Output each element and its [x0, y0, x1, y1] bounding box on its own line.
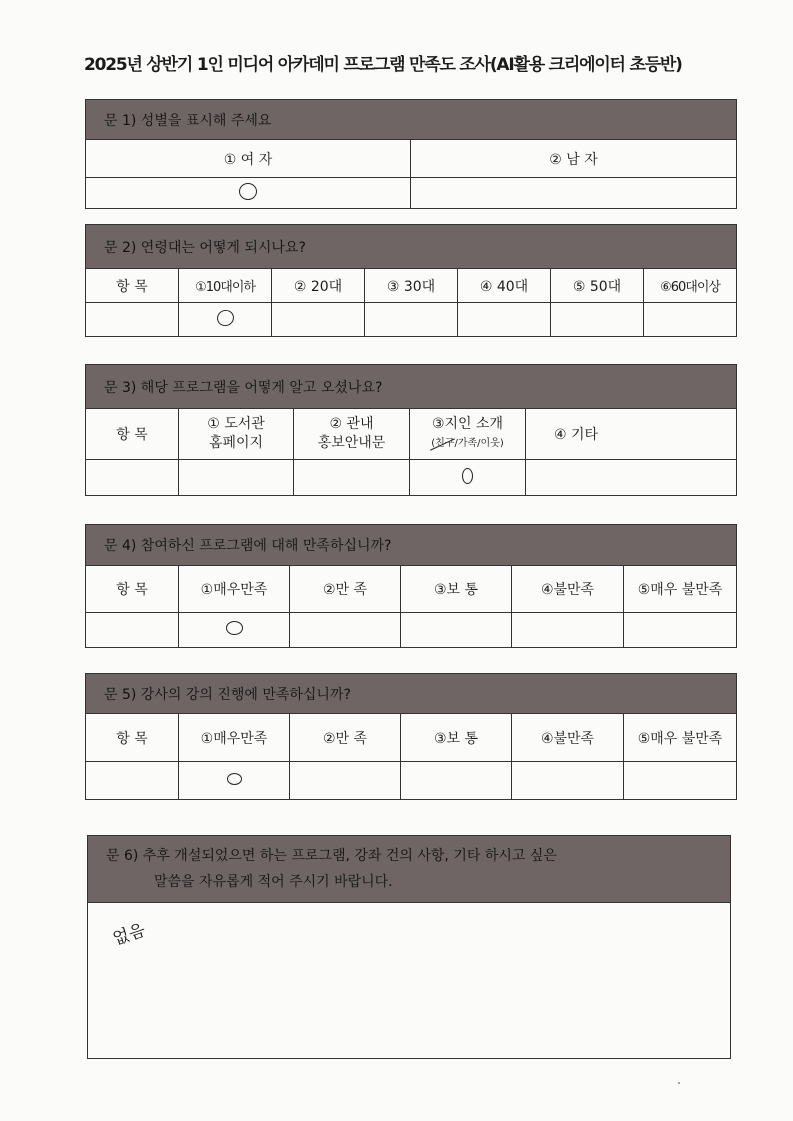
question-5-table [85, 673, 737, 800]
q6-answer-area[interactable] [88, 903, 731, 1059]
q5-option-1: ①매우만족 [179, 714, 290, 762]
question-2-table [85, 224, 737, 337]
q3-option-3-line1: ③지인 소개 [431, 416, 504, 432]
handwritten-circle-mark [462, 468, 473, 484]
q2-row-label: 항 목 [86, 269, 179, 303]
q2-option-4: ④ 40대 [458, 269, 551, 303]
question-3-table [85, 364, 737, 496]
question-1-heading: 문 1) 성별을 표시해 주세요 [86, 100, 737, 140]
question-3-heading: 문 3) 해당 프로그램을 어떻게 알고 오셨나요? [86, 365, 737, 409]
q5-option-4: ④불만족 [512, 714, 624, 762]
q3-answer-label-cell [86, 460, 179, 496]
q4-answer-label-cell [86, 613, 179, 648]
question-2-heading: 문 2) 연령대는 어떻게 되시나요? [86, 225, 737, 269]
q2-answer-cell-3[interactable] [365, 303, 458, 337]
q2-option-1: ①10대이하 [179, 269, 272, 303]
q3-answer-cell-4[interactable] [526, 460, 737, 496]
q3-answer-cell-1[interactable] [179, 460, 294, 496]
q3-option-3 [410, 409, 526, 460]
q6-handwritten-answer: 없음 [110, 920, 148, 950]
survey-title: 2025년 상반기 1인 미디어 아카데미 프로그램 만족도 조사(AI활용 크리에이터 초등반) [84, 55, 682, 75]
q4-option-4: ④불만족 [512, 566, 624, 613]
handwritten-circle-mark [226, 621, 243, 635]
q2-answer-cell-4[interactable] [458, 303, 551, 337]
q5-answer-cell-3[interactable] [401, 762, 512, 800]
question-6-heading-line2: 말씀을 자유롭게 적어 주시기 바랍니다. [154, 874, 393, 890]
scan-speck [678, 1082, 680, 1084]
q2-option-2: ② 20대 [272, 269, 365, 303]
q2-answer-cell-1[interactable] [179, 303, 272, 337]
q3-option-2-line1: ② 관내 [329, 416, 374, 432]
q5-answer-label-cell [86, 762, 179, 800]
q3-answer-cell-3[interactable] [410, 460, 526, 496]
q4-option-3: ③보 통 [401, 566, 512, 613]
q5-answer-cell-4[interactable] [512, 762, 624, 800]
q4-row-label: 항 목 [86, 566, 179, 613]
q5-answer-cell-5[interactable] [624, 762, 737, 800]
question-6-heading-line1: 문 6) 추후 개설되었으면 하는 프로그램, 강좌 건의 사항, 기타 하시고 싶은 [106, 848, 557, 864]
q5-option-2: ②만 족 [290, 714, 401, 762]
q4-option-2: ②만 족 [290, 566, 401, 613]
question-4-heading: 문 4) 참여하신 프로그램에 대해 만족하십니까? [86, 525, 737, 566]
q2-option-3: ③ 30대 [365, 269, 458, 303]
question-6-heading [88, 836, 731, 903]
q5-answer-cell-1[interactable] [179, 762, 290, 800]
q3-answer-cell-2[interactable] [294, 460, 410, 496]
q1-answer-cell-male[interactable] [411, 178, 737, 209]
q1-option-male: ② 남 자 [411, 140, 737, 178]
q1-option-female: ① 여 자 [86, 140, 411, 178]
q2-answer-cell-5[interactable] [551, 303, 644, 337]
q4-answer-cell-5[interactable] [624, 613, 737, 648]
q3-sub-friend: (친구 [431, 434, 454, 453]
q4-answer-cell-3[interactable] [401, 613, 512, 648]
question-1-table [85, 99, 737, 209]
q3-sub-neighbor: /이웃) [477, 438, 504, 449]
q5-option-5: ⑤매우 불만족 [624, 714, 737, 762]
q4-answer-cell-1[interactable] [179, 613, 290, 648]
q3-option-1-line1: ① 도서관 [207, 416, 265, 432]
q4-answer-cell-4[interactable] [512, 613, 624, 648]
question-6-table [87, 835, 731, 1059]
q3-option-4 [526, 409, 737, 460]
q2-answer-cell-2[interactable] [272, 303, 365, 337]
q3-option-1 [179, 409, 294, 460]
question-4-table [85, 524, 737, 648]
q3-row-label: 항 목 [86, 409, 179, 460]
q5-option-3: ③보 통 [401, 714, 512, 762]
handwritten-circle-mark [227, 773, 242, 785]
q1-answer-cell-female[interactable] [86, 178, 411, 209]
question-5-heading: 문 5) 강사의 강의 진행에 만족하십니까? [86, 674, 737, 714]
q4-option-1: ①매우만족 [179, 566, 290, 613]
q2-option-5: ⑤ 50대 [551, 269, 644, 303]
q4-option-5: ⑤매우 불만족 [624, 566, 737, 613]
handwritten-circle-mark [214, 307, 235, 328]
q5-answer-cell-2[interactable] [290, 762, 401, 800]
q3-option-4-label: ④ 기타 [554, 427, 599, 443]
q2-option-6: ⑥60대이상 [644, 269, 737, 303]
q2-answer-cell-6[interactable] [644, 303, 737, 337]
q3-option-2-line2: 홍보안내문 [317, 435, 386, 451]
q3-sub-family: /가족 [454, 438, 478, 449]
q2-answer-label-cell [86, 303, 179, 337]
handwritten-circle-mark [239, 183, 257, 200]
q4-answer-cell-2[interactable] [290, 613, 401, 648]
q3-option-1-line2: 홈페이지 [208, 435, 264, 451]
q3-option-3-line2 [410, 434, 525, 453]
q3-option-2 [294, 409, 410, 460]
q5-row-label: 항 목 [86, 714, 179, 762]
